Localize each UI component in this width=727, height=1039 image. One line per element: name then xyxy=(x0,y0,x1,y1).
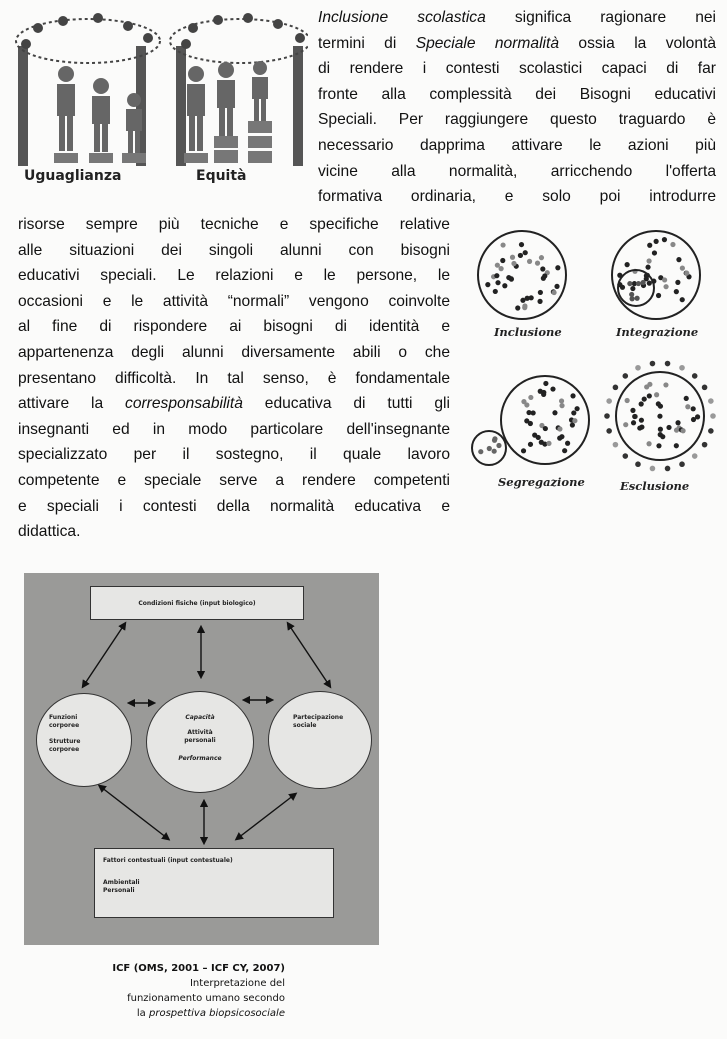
integrazione-dot xyxy=(635,296,640,301)
icf-top-box: Condizioni fisiche (input biologico) xyxy=(90,586,304,620)
esclusione-outer-dot xyxy=(679,461,685,467)
inclusione-dot xyxy=(539,255,544,260)
esclusione-outer-dot xyxy=(606,428,612,434)
inclusione-dot xyxy=(499,266,504,271)
integrazione-dot xyxy=(684,271,689,276)
integrazione-dot xyxy=(630,286,635,291)
esclusione-outer-dot xyxy=(622,373,628,379)
segregazione-dot xyxy=(559,398,564,403)
intro-line-1: Inclusione scolastica significa ragionare nei xyxy=(318,9,716,26)
esclusione-outer-dot xyxy=(650,466,656,472)
esclusione-outer-dot xyxy=(604,413,610,419)
esclusione-outer-dot xyxy=(679,365,685,371)
inclusion-circles xyxy=(470,220,720,500)
inclusione-dot xyxy=(522,305,527,310)
inclusione-dot xyxy=(500,258,505,263)
label-inclusione: Inclusione xyxy=(494,325,562,339)
esclusione-dot xyxy=(630,408,635,413)
inclusione-dot xyxy=(551,290,556,295)
integrazione-dot xyxy=(629,292,634,297)
inclusione-dot xyxy=(535,261,540,266)
intro-line-7: vicine alla normalità, arricchendo l'offerta xyxy=(318,162,716,180)
esclusione-outer-dot xyxy=(665,361,671,367)
integrazione-dot xyxy=(627,281,632,286)
inclusione-dot xyxy=(554,284,559,289)
inclusione-dot xyxy=(502,283,507,288)
equity-drawing xyxy=(8,6,308,191)
icf-center-ellipse: Capacità Attività personali Performance xyxy=(146,691,254,793)
segregazione-dot xyxy=(552,410,557,415)
integrazione-dot xyxy=(645,265,650,270)
integrazione-dot xyxy=(654,239,659,244)
segregazione-dot xyxy=(570,422,575,427)
esclusione-dot xyxy=(647,382,652,387)
esclusione-dot xyxy=(654,392,659,397)
esclusione-dot xyxy=(685,404,690,409)
segregazione-dot xyxy=(539,440,544,445)
inclusione-dot xyxy=(506,275,511,280)
esclusione-outer-dot xyxy=(622,453,628,459)
esclusione-outer-dot xyxy=(613,385,619,391)
body-line-11: competente e speciale serve a rendere competenti xyxy=(18,471,450,489)
segregazione-dot xyxy=(492,449,497,454)
integrazione-dot xyxy=(662,237,667,242)
integrazione-dot xyxy=(680,266,685,271)
esclusione-dot xyxy=(642,396,647,401)
esclusione-dot xyxy=(658,404,663,409)
intro-line-8: formativa ordinaria, e solo poi introdurre xyxy=(318,188,716,206)
esclusione-dot xyxy=(623,422,628,427)
segregazione-dot xyxy=(575,406,580,411)
segregazione-dot xyxy=(536,435,541,440)
esclusione-outer-dot xyxy=(635,365,641,371)
body-paragraph xyxy=(18,212,450,545)
inclusione-dot xyxy=(540,266,545,271)
segregazione-dot xyxy=(559,403,564,408)
label-segregazione: Segregazione xyxy=(498,475,585,489)
inclusione-dot xyxy=(523,250,528,255)
italic-word: corresponsabilità xyxy=(125,395,243,413)
segregazione-dot xyxy=(521,399,526,404)
body-line-13: didattica. xyxy=(18,523,81,541)
segregazione-dot xyxy=(543,426,548,431)
integrazione-dot xyxy=(625,262,630,267)
segregazione-dot xyxy=(528,442,533,447)
segregazione-dot xyxy=(528,421,533,426)
esclusione-dot xyxy=(625,398,630,403)
integrazione-dot xyxy=(680,297,685,302)
esclusione-outer-dot xyxy=(665,466,671,472)
segregazione-dot xyxy=(565,441,570,446)
esclusione-dot xyxy=(674,443,679,448)
intro-line-6: necessario dapprima attivare le azioni più xyxy=(318,136,716,154)
equality-label: Uguaglianza xyxy=(24,168,122,184)
esclusione-outer-dot xyxy=(708,398,714,404)
esclusione-dot xyxy=(637,425,642,430)
esclusione-dot xyxy=(695,414,700,419)
esclusione-dot xyxy=(656,443,661,448)
esclusione-dot xyxy=(663,382,668,387)
esclusione-dot xyxy=(666,425,671,430)
equity-label: Equità xyxy=(196,168,247,184)
body-line-1: risorse sempre più tecniche e specifiche relative xyxy=(18,216,450,233)
segregazione-dot xyxy=(543,381,548,386)
intro-line-3: di rendere i contesti scolastici capaci di far xyxy=(318,60,716,78)
segregazione-dot xyxy=(562,448,567,453)
esclusione-outer-dot xyxy=(606,398,612,404)
inclusione-dot xyxy=(494,273,499,278)
body-line-3: educativi speciali. Le relazioni e le persone, le xyxy=(18,267,450,285)
esclusione-outer-dot xyxy=(692,453,698,459)
segregazione-dot xyxy=(492,438,497,443)
segregazione-dot xyxy=(550,386,555,391)
segregazione-dot xyxy=(521,448,526,453)
integrazione-dot xyxy=(636,281,641,286)
esclusione-dot xyxy=(658,432,663,437)
esclusione-dot xyxy=(647,393,652,398)
label-integrazione: Integrazione xyxy=(616,325,699,339)
inclusione-dot xyxy=(538,290,543,295)
segregazione-dot xyxy=(478,449,483,454)
equity-illustration xyxy=(8,6,308,191)
icf-bottom-box: Fattori contestuali (input contestuale) Ambientali Personali xyxy=(94,848,334,918)
inclusione-dot xyxy=(518,253,523,258)
inclusione-dot xyxy=(510,255,515,260)
esclusione-dot xyxy=(631,420,636,425)
inclusione-dot xyxy=(542,273,547,278)
inclusione-dot xyxy=(555,265,560,270)
esclusione-outer-dot xyxy=(650,361,656,367)
segregazione-dot xyxy=(528,395,533,400)
integrazione-dot xyxy=(620,285,625,290)
segregazione-dot xyxy=(526,410,531,415)
esclusione-dot xyxy=(646,441,651,446)
integrazione-dot xyxy=(676,257,681,262)
body-line-4: occasioni e le attività “normali” vengono coinvolte xyxy=(18,292,450,310)
esclusione-dot xyxy=(658,427,663,432)
esclusione-dot xyxy=(680,428,685,433)
integrazione-dot xyxy=(647,281,652,286)
icf-right-ellipse: Partecipazione sociale xyxy=(268,691,372,789)
segregazione-dot xyxy=(570,393,575,398)
segregazione-dot xyxy=(546,441,551,446)
inclusione-dot xyxy=(515,305,520,310)
inclusion-diagram xyxy=(470,220,720,500)
esclusione-dot xyxy=(639,418,644,423)
inclusione-dot xyxy=(500,242,505,247)
esclusione-dot xyxy=(675,420,680,425)
esclusione-outer-dot xyxy=(613,442,619,448)
body-line-5: al fine di rispondere ai bisogni di identità e xyxy=(18,318,450,336)
esclusione-dot xyxy=(674,428,679,433)
segregazione-dot xyxy=(496,443,501,448)
integrazione-dot xyxy=(670,242,675,247)
integrazione-dot xyxy=(675,280,680,285)
inclusione-dot xyxy=(525,296,530,301)
icf-diagram xyxy=(24,573,379,945)
esclusione-outer-dot xyxy=(702,385,708,391)
intro-paragraph xyxy=(318,5,716,210)
label-esclusione: Esclusione xyxy=(620,479,690,493)
icf-caption: ICF (OMS, 2001 – ICF CY, 2007) Interpretazione del funzionamento umano secondo la prospettiva biopsicosociale xyxy=(80,961,285,1021)
inclusione-dot xyxy=(527,259,532,264)
esclusione-outer-dot xyxy=(702,442,708,448)
intro-line-5: Speciali. Per raggiungere questo traguardo è xyxy=(318,111,716,129)
integrazione-dot xyxy=(662,277,667,282)
segregazione-dot xyxy=(487,446,492,451)
inclusione-dot xyxy=(519,242,524,247)
segregazione-dot xyxy=(541,390,546,395)
esclusione-dot xyxy=(691,406,696,411)
intro-line-4: fronte alla complessità dei Bisogni educativi xyxy=(318,85,716,103)
segregazione-dot xyxy=(572,418,577,423)
integrazione-dot xyxy=(674,289,679,294)
integrazione-dot xyxy=(652,250,657,255)
esclusione-outer-dot xyxy=(708,428,714,434)
integrazione-dot xyxy=(663,284,668,289)
esclusione-dot xyxy=(657,414,662,419)
body-line-6: appartenenza degli alunni diversamente abili o che xyxy=(18,343,450,361)
esclusione-dot xyxy=(639,401,644,406)
integrazione-dot xyxy=(647,243,652,248)
intro-line-2: termini di Speciale normalità ossia la volontà xyxy=(318,34,716,52)
inclusione-dot xyxy=(495,280,500,285)
segregazione-dot xyxy=(571,410,576,415)
body-line-10: specializzato per il sostegno, il quale lavoro xyxy=(18,446,450,464)
body-line-8: attivare la corresponsabilità educativa di tutti gli xyxy=(18,395,450,413)
icf-caption-last: la prospettiva biopsicosociale xyxy=(136,1008,285,1019)
segregazione-dot xyxy=(557,436,562,441)
body-line-2: alle situazioni dei singoli alunni con bisogni xyxy=(18,241,450,259)
esclusione-outer-dot xyxy=(710,413,716,419)
body-line-7: presentano difficoltà. In tal senso, è fondamentale xyxy=(18,369,450,387)
esclusione-dot xyxy=(632,414,637,419)
esclusione-dot xyxy=(684,396,689,401)
esclusione-outer-dot xyxy=(635,461,641,467)
integrazione-dot xyxy=(641,280,646,285)
body-line-9: insegnanti ed in modo particolare dell'insegnante xyxy=(18,420,450,438)
segregazione-dot xyxy=(557,426,562,431)
integrazione-dot xyxy=(646,258,651,263)
inclusione-dot xyxy=(485,282,490,287)
body-line-12: e speciali i contesti della normalità educativa e xyxy=(18,497,450,515)
inclusione-dot xyxy=(493,289,498,294)
inclusione-dot xyxy=(511,261,516,266)
icf-left-ellipse: Funzioni corporee Strutture corporee xyxy=(36,693,132,787)
integrazione-dot xyxy=(656,293,661,298)
esclusione-outer-dot xyxy=(692,373,698,379)
inclusione-dot xyxy=(537,299,542,304)
